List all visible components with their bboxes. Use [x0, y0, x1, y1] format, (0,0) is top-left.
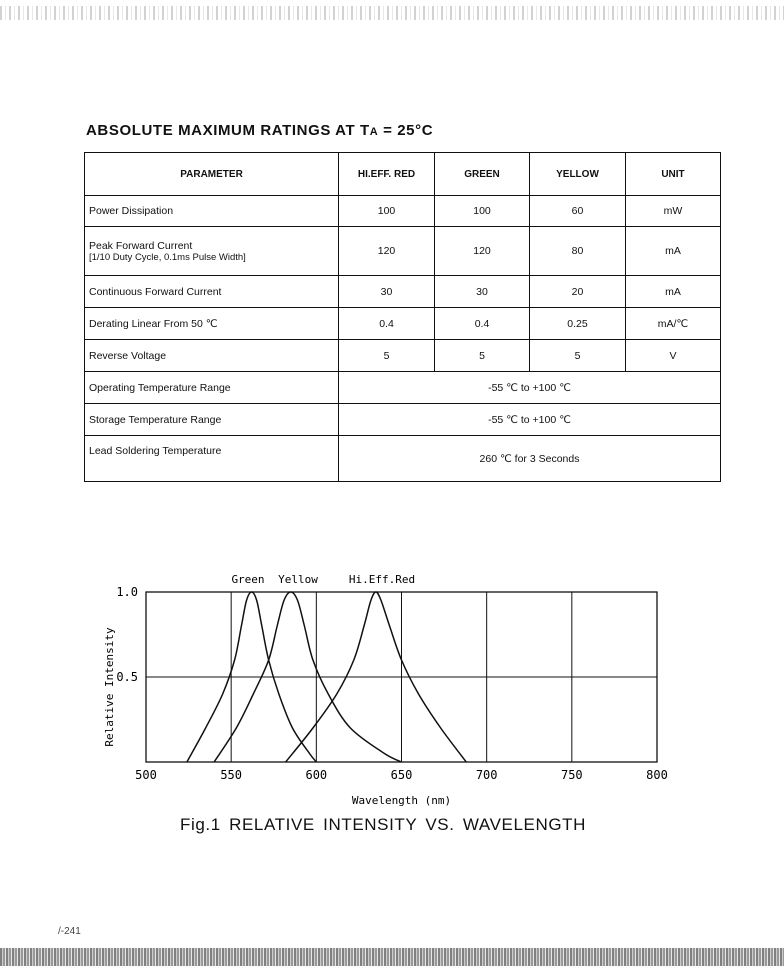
table-row	[85, 404, 721, 436]
x-tick-label: 650	[390, 768, 413, 782]
red-cell: 5	[339, 340, 435, 372]
curve-label: Yellow	[278, 573, 318, 586]
chart-labels	[103, 573, 668, 807]
param-label: Peak Forward Current	[89, 239, 193, 252]
param-cell: Continuous Forward Current	[85, 276, 339, 308]
chart-grid	[146, 592, 657, 762]
yellow-cell: 0.25	[530, 308, 626, 340]
scan-noise-top	[0, 6, 784, 20]
x-axis-label: Wavelength (nm)	[351, 794, 452, 807]
merged-value-cell: -55 ℃ to +100 ℃	[339, 372, 721, 404]
yellow-cell: 20	[530, 276, 626, 308]
x-tick-label: 500	[135, 768, 157, 782]
red-cell: 0.4	[339, 308, 435, 340]
green-cell: 0.4	[435, 308, 530, 340]
param-cell: Derating Linear From 50 ℃	[85, 308, 339, 340]
x-tick-label: 750	[560, 768, 583, 782]
param-cell: Lead Soldering Temperature	[85, 436, 339, 482]
x-tick-label: 550	[220, 768, 243, 782]
x-tick-label: 700	[475, 768, 498, 782]
header-green: GREEN	[435, 153, 530, 196]
table-row	[85, 372, 721, 404]
y-tick-label: 0.5	[116, 670, 138, 684]
y-tick-label: 1.0	[116, 585, 138, 599]
unit-cell: mA/℃	[626, 308, 721, 340]
curve-label: Green	[231, 573, 265, 586]
unit-cell: mW	[626, 196, 721, 227]
figure-caption: Fig.1 RELATIVE INTENSITY VS. WAVELENGTH	[180, 815, 587, 834]
param-note: [1/10 Duty Cycle, 0.1ms Pulse Width]	[89, 251, 246, 263]
unit-cell: V	[626, 340, 721, 372]
section-title: ABSOLUTE MAXIMUM RATINGS AT TA = 25°C	[86, 122, 434, 139]
ratings-table	[84, 152, 721, 482]
red-cell: 30	[339, 276, 435, 308]
green-cell: 30	[435, 276, 530, 308]
header-unit: UNIT	[626, 153, 721, 196]
header-hi-eff-red: HI.EFF. RED	[339, 153, 435, 196]
header-yellow: YELLOW	[530, 153, 626, 196]
y-axis-label: Relative Intensity	[103, 627, 116, 747]
table-row	[85, 196, 721, 227]
merged-value-cell: -55 ℃ to +100 ℃	[339, 404, 721, 436]
table-header-row	[85, 153, 721, 196]
x-tick-label: 600	[305, 768, 328, 782]
yellow-cell: 5	[530, 340, 626, 372]
table-row	[85, 227, 721, 276]
table-row	[85, 308, 721, 340]
curve-label: Hi.Eff.Red	[348, 573, 416, 586]
param-cell: Storage Temperature Range	[85, 404, 339, 436]
green-cell: 120	[435, 227, 530, 276]
param-cell: Power Dissipation	[85, 196, 339, 227]
x-tick-label: 800	[646, 768, 668, 782]
param-cell	[85, 227, 339, 276]
green-cell: 5	[435, 340, 530, 372]
green-cell: 100	[435, 196, 530, 227]
table-row	[85, 276, 721, 308]
scan-noise-bottom	[0, 948, 784, 966]
yellow-cell: 60	[530, 196, 626, 227]
param-cell: Operating Temperature Range	[85, 372, 339, 404]
red-cell: 120	[339, 227, 435, 276]
red-cell: 100	[339, 196, 435, 227]
param-cell: Reverse Voltage	[85, 340, 339, 372]
unit-cell: mA	[626, 276, 721, 308]
table-row	[85, 436, 721, 482]
merged-value-cell: 260 ℃ for 3 Seconds	[339, 436, 721, 482]
header-parameter: PARAMETER	[85, 153, 339, 196]
unit-cell: mA	[626, 227, 721, 276]
relative-intensity-chart	[0, 560, 784, 810]
table-row	[85, 340, 721, 372]
yellow-cell: 80	[530, 227, 626, 276]
page-number: /-241	[58, 926, 81, 937]
